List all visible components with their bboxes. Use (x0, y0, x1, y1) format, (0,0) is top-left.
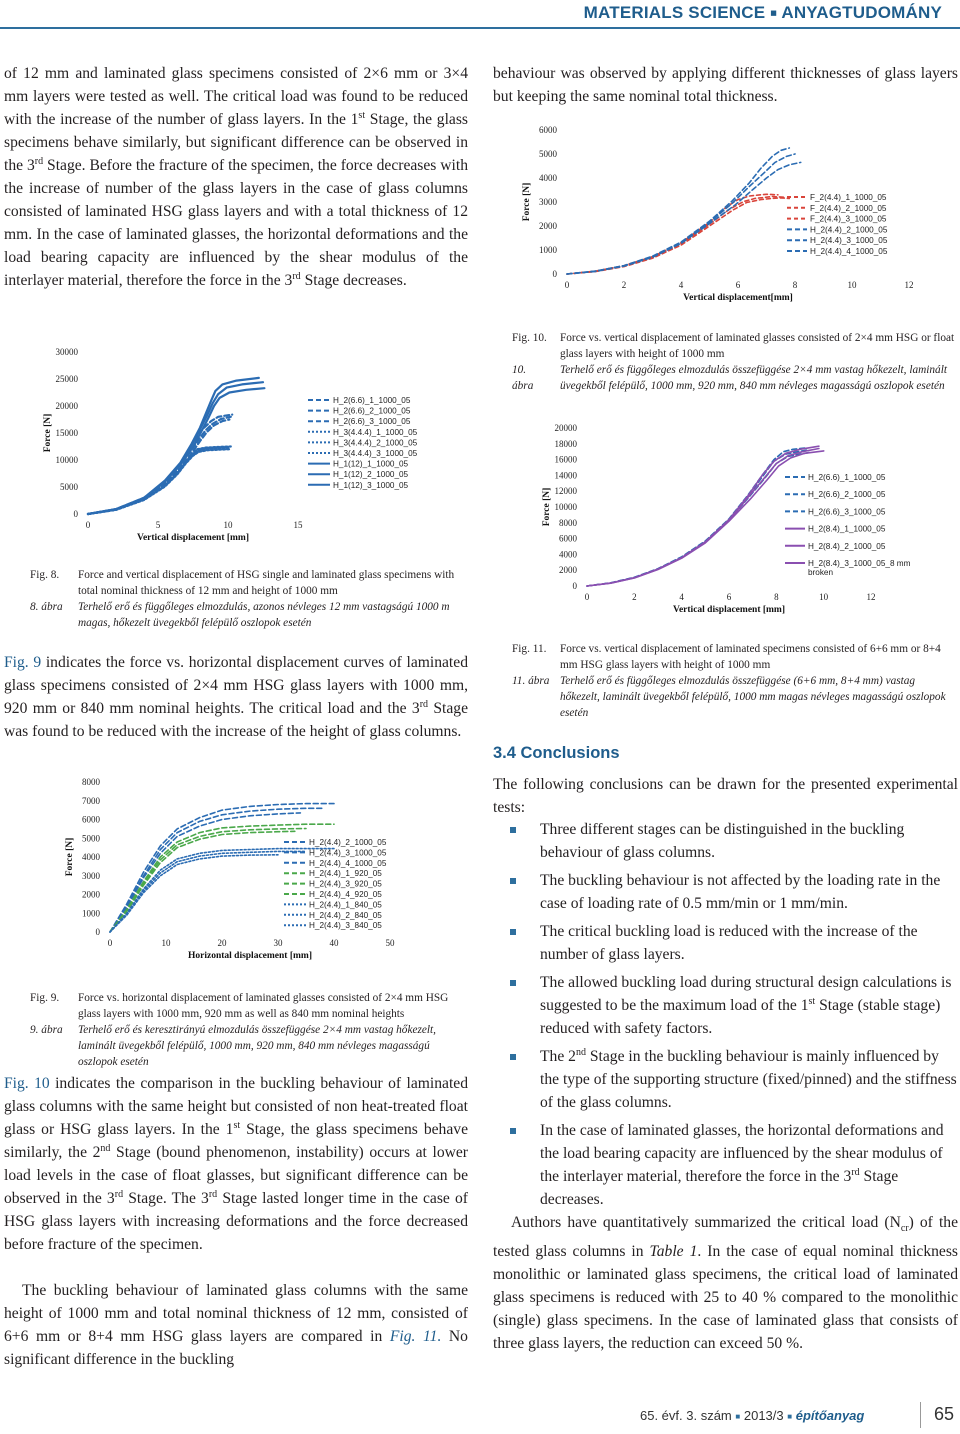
fig9-link[interactable]: Fig. 9 (4, 654, 42, 671)
series-line (587, 446, 819, 586)
legend-label: H_2(4.4)_3_1000_05 (810, 236, 888, 246)
series-line (88, 388, 264, 514)
series-line (88, 382, 263, 514)
series-line (567, 194, 778, 274)
y-tick-label: 2000 (559, 565, 577, 576)
conclusions-paragraph: Authors have quantitatively summarized the critical load $(N_{cr})$ of the tested glass columns in Table 1. In the case of equal nominal thickness monolithic or laminated glass specimens, the critical load of laminated glass specimens is reduced with 25 to 40 % compared to the monolithic (single) glass specimens. In the case of laminated glass that consists of three glass layers, the reduction can exceed 50 %. (493, 1214, 959, 1353)
conclusions-list (493, 818, 958, 1216)
x-tick-label: 12 (866, 592, 876, 602)
y-tick-label: 6000 (82, 814, 100, 825)
x-tick-label: 15 (293, 520, 303, 530)
legend-label: H_1(12)_2_1000_05 (333, 470, 409, 480)
x-tick-label: 10 (819, 592, 829, 602)
x-tick-label: 0 (107, 938, 113, 948)
y-tick-label: 3000 (82, 870, 100, 881)
series-line (567, 148, 789, 274)
legend-label: H_3(4.4.4)_2_1000_05 (333, 438, 418, 448)
header-rule (0, 27, 960, 29)
x-axis-label: Vertical displacement [mm] (136, 533, 250, 543)
y-tick-label: 10000 (554, 502, 577, 512)
legend-label: broken (808, 568, 834, 577)
series-line (110, 855, 278, 932)
separator-square-icon: ■ (787, 1412, 793, 1422)
x-tick-label: 12 (904, 280, 914, 290)
section-title-en: MATERIALS SCIENCE (583, 3, 766, 22)
fig10-link[interactable]: Fig. 10 (4, 1075, 50, 1092)
y-tick-label: 30000 (55, 347, 78, 357)
journal-header (0, 0, 960, 30)
x-axis-label: Horizontal displacement [mm] (187, 951, 313, 961)
y-tick-label: 6000 (559, 533, 577, 544)
page-number: 65 (934, 1404, 955, 1424)
legend-label: H_2(6.6)_3_1000_05 (808, 507, 886, 517)
list-item: The allowed buckling load during structural design calculations is suggested to be the maximum load of the 1st Stage (stable stage) reduced with safety factors. (493, 971, 958, 1040)
left-paragraph-2: Fig. 9 indicates the force vs. horizontal displacement curves of laminated glass specimens consisted of 2×4 mm HSG glass layers with 1000 mm, 920 mm or 840 mm nominal heights. The critical load and the 3rd Stage was found to be reduced with the increase of the height of glass columns. (4, 654, 468, 740)
series-line (567, 162, 801, 274)
series-line (88, 378, 259, 514)
legend-label: H_2(4.4)_4_920_05 (309, 890, 382, 899)
legend-label: F_2(4.4)_3_1000_05 (810, 214, 887, 224)
legend-label: H_2(8.4)_3_1000_05_8 mm (808, 559, 911, 568)
fig10-chart (522, 120, 935, 310)
x-tick-label: 0 (564, 280, 570, 290)
x-tick-label: 0 (85, 520, 91, 530)
y-tick-label: 25000 (55, 374, 78, 384)
section-heading: 3.4 Conclusions (493, 744, 620, 762)
series-line (567, 154, 795, 274)
y-tick-label: 4000 (559, 549, 577, 560)
legend-label: H_2(8.4)_1_1000_05 (808, 524, 886, 534)
fig8-chart (18, 340, 468, 560)
legend-label: H_2(4.4)_3_920_05 (309, 879, 382, 889)
y-tick-label: 15000 (55, 428, 78, 438)
y-tick-label: 18000 (554, 438, 577, 449)
legend-label: F_2(4.4)_2_1000_05 (810, 203, 887, 213)
legend-label: H_1(12)_3_1000_05 (333, 480, 409, 490)
y-tick-label: 5000 (539, 149, 557, 159)
y-tick-label: 2000 (82, 889, 100, 900)
legend-label: H_3(4.4.4)_1_1000_05 (333, 427, 418, 437)
x-tick-label: 30 (273, 938, 283, 948)
fig11-link[interactable]: Fig. 11. (389, 1328, 442, 1345)
y-tick-label: 10000 (55, 455, 78, 465)
x-tick-label: 6 (735, 280, 741, 290)
legend-label: H_2(4.4)_4_1000_05 (309, 858, 387, 868)
legend-label: H_3(4.4.4)_3_1000_05 (333, 449, 418, 458)
x-tick-label: 4 (678, 280, 684, 290)
y-tick-label: 2000 (539, 221, 557, 231)
x-tick-label: 0 (584, 592, 590, 602)
x-tick-label: 50 (385, 938, 395, 948)
y-tick-label: 7000 (82, 795, 100, 806)
x-tick-label: 8 (774, 592, 779, 602)
series-line (567, 198, 789, 274)
x-tick-label: 10 (847, 280, 857, 290)
x-tick-label: 2 (632, 592, 637, 602)
legend-label: H_2(4.4)_2_840_05 (309, 910, 382, 920)
list-item: The buckling behaviour is not affected by the loading rate in the case of loading rate of 0.5 mm/min or 1 mm/min. (493, 869, 958, 915)
series-line (88, 447, 231, 515)
legend-label: H_2(4.4)_3_840_05 (309, 921, 382, 931)
section-title-hu: ANYAGTUDOMÁNY (781, 3, 942, 22)
y-tick-label: 8000 (559, 517, 577, 528)
y-tick-label: 3000 (539, 197, 557, 207)
y-tick-label: 5000 (60, 482, 78, 492)
list-item: The critical buckling load is reduced with the increase of the number of glass layers. (493, 920, 958, 966)
conclusions-intro: The following conclusions can be drawn for the presented experimental tests: (493, 776, 958, 816)
x-tick-label: 6 (726, 592, 732, 602)
fig11-chart (535, 420, 935, 620)
right-paragraph-0: behaviour was observed by applying different thicknesses of glass layers but keeping the same nominal total thickness. (493, 65, 958, 105)
legend-label: H_2(4.4)_4_1000_05 (810, 247, 888, 256)
legend-label: H_2(6.6)_1_1000_05 (333, 396, 411, 405)
x-axis-label: Vertical displacement [mm] (672, 605, 786, 615)
list-item: Three different stages can be distinguished in the buckling behaviour of glass columns. (493, 818, 958, 864)
y-tick-label: 0 (95, 927, 100, 937)
list-item: The 2nd Stage in the buckling behaviour is mainly influenced by the type of the supporting structure (fixed/pinned) and the stiffness of the glass columns. (493, 1045, 958, 1114)
fig11-caption: Fig. 11. Force vs. vertical displacement of laminated specimens consisted of 6+6 mm or 8+4 mm HSG glass layers with height of 1000 mm 11. ábra Terhelő erő és függőleges elmozdulás összefüggése (6+6 mm, 8+4 mm) vastag hőkezelt, laminált üvegekből felépülő, 1000 mm magas névleges magasságú oszlopok esetén (512, 643, 946, 719)
x-tick-label: 10 (223, 520, 233, 530)
fig8-caption: Fig. 8. Force and vertical displacement of HSG single and laminated glass specimens with total nominal thickness of 12 mm and height of 1000 mm 8. ábra Terhelő erő és függőleges elmozdulás, azonos névleges 12 mm vastagságú 1000 m magas, hőkezelt üvegekből felépülő oszlopok esetén (30, 569, 455, 629)
series-line (587, 453, 810, 587)
fig10-caption: Fig. 10. Force vs. vertical displacement of laminated glasses consisted of 2×4 mm HSG or float glass layers with height of 1000 mm 10. ábra Terhelő erő és függőleges elmozdulás összefüggése 2×4 mm vastag hőkezelt, laminált üvegekből felépülő, 1000 mm, 920 mm, 840 mm névleges magasságú oszlopok esetén (512, 332, 955, 392)
y-tick-label: 0 (73, 509, 78, 519)
separator-square-icon: ■ (735, 1412, 741, 1422)
y-tick-label: 4000 (539, 173, 557, 183)
section-title (584, 3, 942, 23)
page-number-box (920, 1402, 933, 1428)
series-line (587, 451, 824, 586)
y-axis-label: Force [N] (522, 182, 532, 222)
legend-label: H_2(4.4)_2_1000_05 (309, 838, 387, 847)
y-tick-label: 16000 (554, 454, 577, 465)
left-paragraph-3: Fig. 10 indicates the comparison in the buckling behaviour of laminated glass columns with the same height but consisted of non heat-treated float glass or HSG glass layers. In the 1st Stage, the glass specimens behave similarly, the 2nd Stage (bound phenomenon, instability) occurs at lower load levels in the case of float glasses, but significant difference can be observed in the 3rd Stage. The 3rd Stage lasted longer time in the case of HSG glass layers with increasing deformations and the force decreased before fracture of the specimen. (4, 1075, 468, 1253)
x-tick-label: 8 (792, 280, 798, 290)
series-line (88, 449, 229, 514)
y-tick-label: 12000 (554, 486, 577, 497)
legend-label: H_2(4.4)_1_920_05 (309, 869, 382, 879)
legend-label: F_2(4.4)_1_1000_05 (810, 193, 887, 202)
x-tick-label: 20 (217, 938, 227, 948)
y-tick-label: 0 (552, 269, 557, 279)
y-tick-label: 8000 (82, 777, 100, 787)
x-tick-label: 10 (161, 938, 171, 948)
legend-label: H_2(4.4)_1_840_05 (309, 900, 382, 910)
fig9-caption: Fig. 9. Force vs. horizontal displacement of laminated glasses consisted of 2×4 mm HSG glass layers with 1000 mm, 920 mm as well as 840 mm nominal heights 9. ábra Terhelő erő és keresztirányú elmozdulás összefüggése 2×4 mm vastag hőkezelt, laminált üvegekből felépülő, 1000 mm, 920 mm, 840 mm névleges magasságú oszlopok esetén (30, 992, 449, 1068)
y-tick-label: 1000 (539, 245, 557, 255)
separator-square-icon: ■ (770, 7, 778, 20)
x-tick-label: 40 (329, 938, 339, 948)
y-axis-label: Force [N] (542, 487, 552, 527)
y-tick-label: 0 (572, 581, 577, 591)
series-line (110, 813, 300, 932)
series-line (110, 804, 334, 932)
y-axis-label: Force [N] (65, 837, 75, 877)
legend-label: H_1(12)_1_1000_05 (333, 459, 409, 469)
legend-label: H_2(6.6)_1_1000_05 (808, 473, 886, 482)
x-tick-label: 5 (155, 520, 161, 530)
y-tick-label: 14000 (554, 470, 577, 481)
fig9-chart (62, 772, 462, 972)
left-paragraph-4: The buckling behaviour of laminated glass columns with the same height of 1000 mm and total nominal thickness of 12 mm, consisted of 6+6 mm or 8+4 mm HSG glass layers are compared in Fig. 11. No significant difference in the buckling (4, 1282, 468, 1368)
series-line (587, 449, 819, 587)
legend-label: H_2(6.6)_2_1000_05 (333, 406, 411, 416)
table1-link[interactable]: Table 1 (649, 1243, 698, 1261)
y-tick-label: 4000 (82, 852, 100, 862)
x-tick-label: 4 (679, 592, 684, 602)
y-axis-label: Force [N] (43, 413, 53, 453)
left-paragraph-1: of 12 mm and laminated glass specimens consisted of 2×6 mm or 3×4 mm layers were tested as well. The critical load was found to be reduced with the increase of the number of glass layers. In the 1st Stage, the glass specimens behave similarly, but significant difference can be observed in the 3rd Stage. Before the fracture of the specimen, the force decreases with the increase of number of the glass layers in the case of glass columns consisted of laminated HSG glass layers and with a total thickness of 12 mm. In the case of laminated glasses, the horizontal deformations and the load bearing capacity are influenced by the shear modulus of the interlayer material, therefore the force in the 3rd Stage decreases. (4, 65, 468, 289)
y-tick-label: 20000 (554, 423, 577, 433)
legend-label: H_2(4.4)_2_1000_05 (810, 225, 888, 235)
y-tick-label: 6000 (539, 125, 557, 135)
x-axis-label: Vertical displacement[mm] (683, 293, 793, 303)
series-line (587, 448, 807, 586)
series-line (88, 448, 229, 514)
legend-label: H_2(6.6)_2_1000_05 (808, 490, 886, 500)
x-tick-label: 2 (621, 280, 627, 290)
series-line (88, 420, 229, 515)
y-tick-label: 1000 (82, 908, 100, 919)
series-line (567, 197, 784, 275)
series-line (110, 808, 323, 932)
list-item: In the case of laminated glasses, the horizontal deformations and the load bearing capacity are influenced by the shear modulus of the interlayer material, therefore the force in the 3rd Stage decreases. (493, 1119, 958, 1211)
y-tick-label: 5000 (82, 833, 100, 844)
y-tick-label: 20000 (55, 401, 78, 411)
legend-label: H_2(8.4)_2_1000_05 (808, 541, 886, 551)
series-line (88, 417, 231, 514)
footer: 65. évf. 3. szám ■ 2013/3 ■ építőanyag (640, 1408, 865, 1423)
legend-label: H_2(4.4)_3_1000_05 (309, 848, 387, 858)
legend-label: H_2(6.6)_3_1000_05 (333, 417, 411, 427)
